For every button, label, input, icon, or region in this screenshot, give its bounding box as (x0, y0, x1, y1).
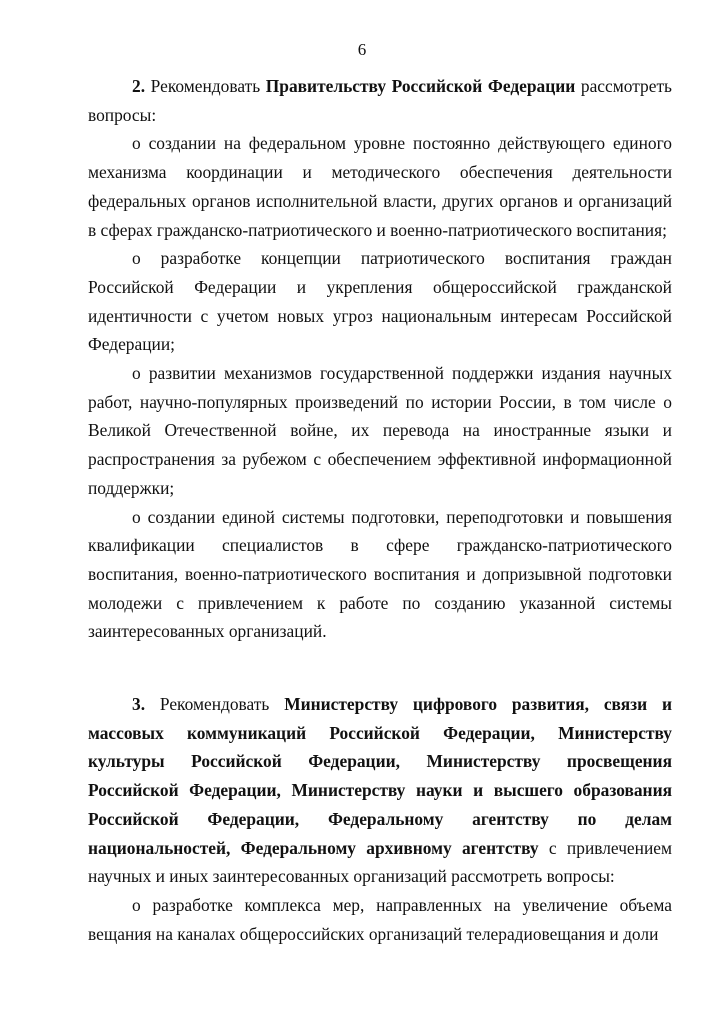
section-2-intro-tail: рассмотреть вопросы: (88, 76, 672, 125)
section-2-addressee: Правительству Российской Федерации (265, 76, 576, 96)
section-3-item-1: о разработке комплекса мер, направленных на увеличение объема вещания на каналах общероссийских организаций телерадиовещания и доли (88, 894, 672, 944)
section-2-item-3: о развитии механизмов государственной поддержки издания научных работ, научно-популярных произведений по истории России, в том числе о Великой Отечественной войне, их перевода на иностранные языки и распространения за рубежом с обеспечением эффективной информационной поддержки; (88, 363, 672, 498)
section-2-item-1: о создании на федеральном уровне постоянно действующего единого механизма координации и методического обеспечения деятельности федеральных органов исполнительной власти, других органов и организаций в сферах гражданско-патриотического и военно-патриотического воспитания; (88, 133, 672, 240)
page-number: 6 (357, 40, 367, 59)
section-2-item-2: о разработке концепции патриотического воспитания граждан Российской Федерации и укрепления общероссийской гражданской идентичности с учетом новых угроз национальным интересам Российской Федерации; (88, 248, 672, 355)
section-3-addressees: Министерству цифрового развития, связи и массовых коммуникаций Российской Федерации, Министерству культуры Российской Федерации, Министерству просвещения Российской Федерации, Министерству науки и высшего образования Российской Федерации, Федеральному агентству по делам национальностей, Федеральному архивному агентству (88, 694, 672, 858)
section-3-intro-tail: с привлечением научных и иных заинтересованных организаций рассмотреть вопросы: (88, 837, 672, 887)
section-2-intro-text: Рекомендовать (145, 76, 266, 96)
section-3-intro-text: Рекомендовать (145, 694, 285, 715)
section-2-intro (88, 72, 672, 129)
section-2-number: 2. (132, 76, 146, 96)
section-spacer (88, 646, 672, 690)
document-body (88, 72, 672, 948)
section-2-item-4: о создании единой системы подготовки, переподготовки и повышения квалификации специалистов в сфере гражданско-патриотического воспитания, военно-патриотического воспитания и допризывной подготовки молодежи с привлечением к работе по созданию указанной системы заинтересованных организаций. (88, 506, 672, 642)
section-3-intro (88, 690, 672, 891)
section-3-number: 3. (132, 694, 146, 715)
